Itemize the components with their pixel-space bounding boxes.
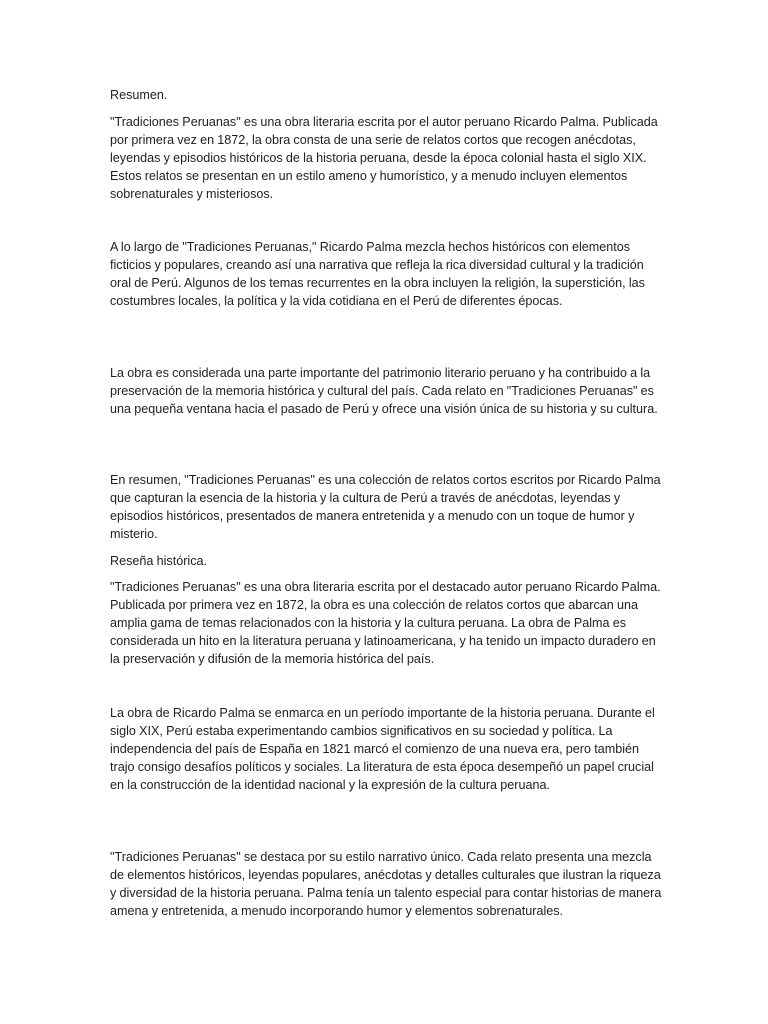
heading-historical-review: Reseña histórica. bbox=[110, 554, 208, 568]
summary-paragraph-4: En resumen, "Tradiciones Peruanas" es una colección de relatos cortos escritos por Ricardo Palma que capturan la esencia de la historia y la cultura de Perú a través de anécdotas, leyendas y episodios históricos, presentados de manera entretenida y a menudo con un toque de humor y misterio. bbox=[110, 473, 661, 541]
review-paragraph-1: "Tradiciones Peruanas" es una obra literaria escrita por el destacado autor peruano Ricardo Palma. Publicada por primera vez en 1872, la obra es una colección de relatos cortos que abarcan una amplia gama de temas relacionados con la historia y la cultura peruana. La obra de Palma es considerada un hito en la literatura peruana y latinoamericana, y ha tenido un impacto duradero en la preservación y difusión de la memoria histórica del país. bbox=[110, 580, 661, 666]
review-paragraph-3: "Tradiciones Peruanas" se destaca por su estilo narrativo único. Cada relato presenta una mezcla de elementos históricos, leyendas populares, anécdotas y detalles culturales que ilustran la riqueza y diversidad de la historia peruana. Palma tenía un talento especial para contar historias de manera amena y entretenida, a menudo incorporando humor y elementos sobrenaturales. bbox=[110, 850, 662, 918]
review-paragraph-2: La obra de Ricardo Palma se enmarca en un período importante de la historia peruana. Durante el siglo XIX, Perú estaba experimentando cambios significativos en su sociedad y política. La independencia del país de España en 1821 marcó el comienzo de una nueva era, pero también trajo consigo desafíos políticos y sociales. La literatura de esta época desempeñó un papel crucial en la construcción de la identidad nacional y la expresión de la cultura peruana. bbox=[110, 706, 655, 792]
heading-summary: Resumen. bbox=[110, 88, 168, 102]
summary-paragraph-1: "Tradiciones Peruanas" es una obra literaria escrita por el autor peruano Ricardo Palma. Publicada por primera vez en 1872, la obra consta de una serie de relatos cortos que recogen anécdotas, leyendas y episodios históricos de la historia peruana, desde la época colonial hasta el siglo XIX. Estos relatos se presentan en un estilo ameno y humorístico, y a menudo incluyen elementos sobrenaturales y misteriosos. bbox=[110, 115, 658, 201]
summary-paragraph-2: A lo largo de "Tradiciones Peruanas," Ricardo Palma mezcla hechos históricos con elementos ficticios y populares, creando así una narrativa que refleja la rica diversidad cultural y la tradición oral de Perú. Algunos de los temas recurrentes en la obra incluyen la religión, la superstición, las costumbres locales, la política y la vida cotidiana en el Perú de diferentes épocas. bbox=[110, 240, 645, 308]
summary-paragraph-3: La obra es considerada una parte importante del patrimonio literario peruano y ha contribuido a la preservación de la memoria histórica y cultural del país. Cada relato en "Tradiciones Peruanas" es una pequeña ventana hacia el pasado de Perú y ofrece una visión única de su historia y su cultura. bbox=[110, 366, 658, 416]
